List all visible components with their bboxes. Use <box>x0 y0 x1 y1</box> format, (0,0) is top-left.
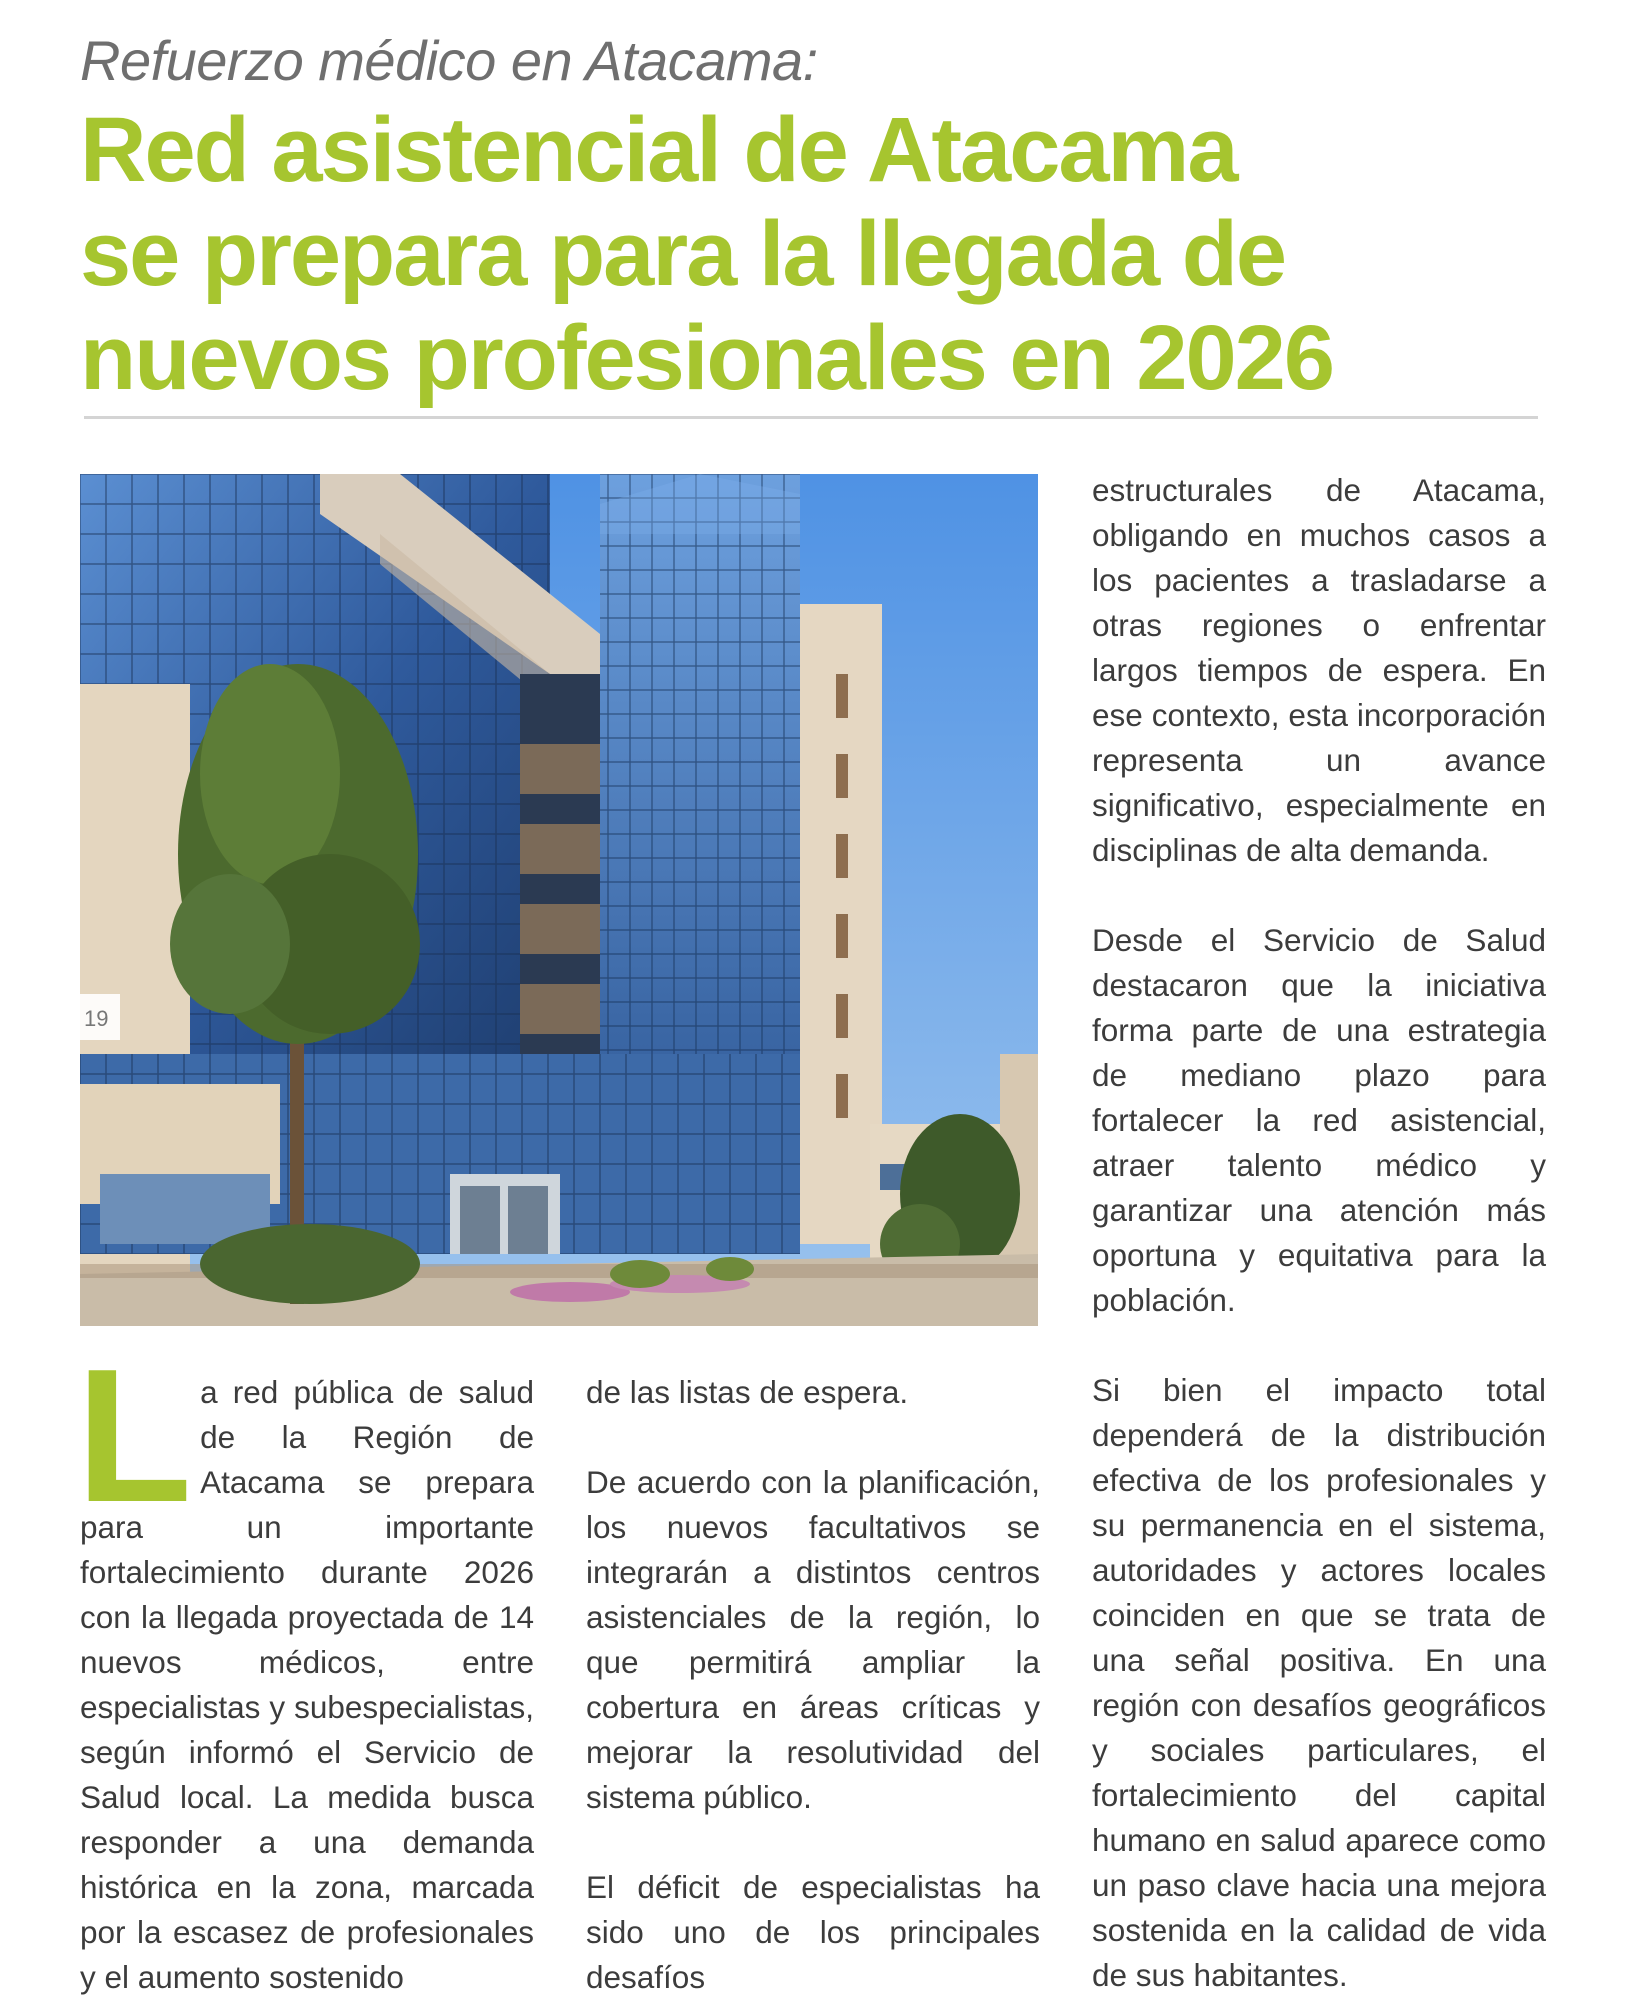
body-paragraph: El déficit de especialistas ha sido uno de los principales desafíos <box>586 1869 1040 1995</box>
paragraph-text: a red pública de salud de la Región de Atacama se prepara para un importante fortalecimiento durante 2026 con la llegada proyectada de 14 nuevos médicos, entre especialistas y subespecialistas, según informó el Servicio de Salud local. La medida busca responder a una demanda histórica en la zona, marcada por la escasez de profesionales y el aumento sostenido <box>80 1374 534 1995</box>
hospital-photo <box>80 474 1038 1326</box>
body-paragraph: Si bien el impacto total dependerá de la distribución efectiva de los profesionales y su permanencia en el sistema, autoridades y actores locales coinciden en que se trata de una señal positiva. En una región con desafíos geográficos y sociales particulares, el fortalecimiento del capital humano en salud aparece como un paso clave hacia una mejora sostenida en la calidad de vida de sus habitantes. <box>1092 1372 1546 1993</box>
headline-line: se prepara para la llegada de <box>80 203 1286 305</box>
body-column-3 <box>1092 468 1546 1998</box>
article-kicker: Refuerzo médico en Atacama: <box>80 29 818 92</box>
headline-line: nuevos profesionales en 2026 <box>80 307 1333 409</box>
body-column-1 <box>76 1330 534 2000</box>
headline-line: Red asistencial de Atacama <box>80 99 1237 201</box>
body-paragraph: estructurales de Atacama, obligando en muchos casos a los pacientes a trasladarse a otras regiones o enfrentar largos tiempos de espera. En ese contexto, esta incorporación representa un avance significativo, especialmente en disciplinas de alta demanda. <box>1092 472 1546 868</box>
body-paragraph: Desde el Servicio de Salud destacaron que la iniciativa forma parte de una estrategia de mediano plazo para fortalecer la red asistencial, atraer talento médico y garantizar una atención más oportuna y equitativa para la población. <box>1092 922 1546 1318</box>
article-headline <box>80 98 1560 410</box>
hospital-building-illustration <box>80 474 1038 1326</box>
body-paragraph: de las listas de espera. <box>586 1374 909 1410</box>
body-paragraph <box>76 1330 534 2000</box>
body-paragraph: De acuerdo con la planificación, los nuevos facultativos se integrarán a distintos centros asistenciales de la región, lo que permitirá ampliar la cobertura en áreas críticas y mejorar la resolutividad del sistema público. <box>586 1464 1040 1815</box>
body-column-2 <box>586 1370 1040 2000</box>
headline-divider <box>84 416 1538 419</box>
photo-sign-number: 19 <box>84 1006 109 1031</box>
drop-cap: L <box>76 1330 193 1542</box>
